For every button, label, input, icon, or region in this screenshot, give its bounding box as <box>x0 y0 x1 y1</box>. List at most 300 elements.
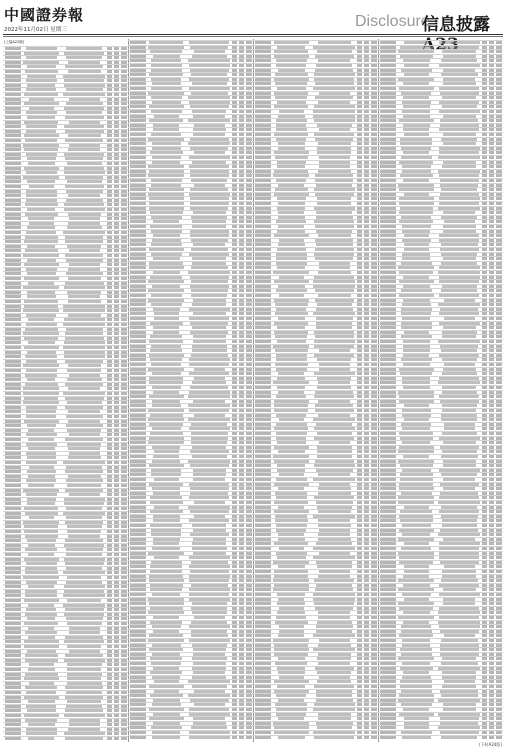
table-cell-text <box>482 575 487 578</box>
table-cell-text <box>190 170 229 173</box>
table-cell-text <box>255 644 271 647</box>
table-cell-text <box>482 96 487 99</box>
table-cell-text <box>64 498 105 501</box>
table-cell-text <box>371 423 377 426</box>
table-cell-text <box>496 552 502 555</box>
table-cell-text <box>107 663 112 666</box>
table-cell-text <box>27 456 56 459</box>
table-cell-text <box>364 133 369 136</box>
table-cell-text <box>130 726 146 729</box>
table-cell-text <box>130 147 146 150</box>
table-cell-text <box>246 588 252 591</box>
table-cell-text <box>121 636 127 639</box>
table-cell-text <box>496 639 502 642</box>
table-cell-text <box>232 464 237 467</box>
table-cell-text <box>149 354 184 357</box>
table-cell-text <box>192 524 226 527</box>
table-cell-text <box>439 197 480 200</box>
table-cell-text <box>357 216 362 219</box>
table-cell-text <box>371 515 377 518</box>
table-cell-text <box>400 473 433 476</box>
table-cell-text <box>371 611 377 614</box>
table-cell-text <box>380 717 396 720</box>
table-cell-text <box>232 391 237 394</box>
table-cell-text <box>150 225 182 228</box>
table-cell-text <box>239 473 244 476</box>
table-cell-text <box>121 378 127 381</box>
table-cell-text <box>318 524 351 527</box>
table-cell-text <box>380 667 396 670</box>
table-cell-text <box>380 377 396 380</box>
table-cell-text <box>67 668 101 671</box>
table-cell-text <box>255 653 271 656</box>
table-cell-text <box>114 245 119 248</box>
table-cell-text <box>315 409 354 412</box>
table-cell-text <box>489 317 494 320</box>
table-cell-text <box>496 271 502 274</box>
table-cell-text <box>246 506 252 509</box>
table-cell-text <box>364 331 369 334</box>
table-cell-text <box>316 322 352 325</box>
table-cell-text <box>496 423 502 426</box>
table-cell-text <box>496 312 502 315</box>
table-cell-text <box>65 562 104 565</box>
table-cell-text <box>5 420 21 423</box>
table-cell-text <box>107 369 112 372</box>
table-cell-text <box>107 93 112 96</box>
table-cell-text <box>318 492 351 495</box>
table-cell-text <box>107 447 112 450</box>
table-cell-text <box>239 110 244 113</box>
table-cell-text <box>364 579 369 582</box>
table-cell-text <box>114 231 119 234</box>
table-cell-text <box>130 96 146 99</box>
section-title-english: Disclosure <box>355 13 430 30</box>
table-cell-text <box>357 450 362 453</box>
table-cell-text <box>114 562 119 565</box>
table-cell-text <box>496 473 502 476</box>
table-cell-text <box>64 351 105 354</box>
table-cell-text <box>152 400 180 403</box>
table-cell-text <box>357 621 362 624</box>
table-cell-text <box>496 414 502 417</box>
table-cell-text <box>5 466 21 469</box>
table-cell-text <box>107 139 112 142</box>
table-cell-text <box>63 323 105 326</box>
table-cell-text <box>5 489 21 492</box>
table-cell-text <box>246 303 252 306</box>
table-cell-text <box>371 501 377 504</box>
table-cell-text <box>26 443 57 446</box>
table-cell-text <box>130 105 146 108</box>
table-cell-text <box>438 699 480 702</box>
table-cell-text <box>380 630 396 633</box>
table-cell-text <box>130 703 146 706</box>
table-cell-text <box>482 501 487 504</box>
table-cell-text <box>190 450 229 453</box>
table-cell-text <box>121 259 127 262</box>
table-cell-text <box>151 133 181 136</box>
table-cell-text <box>357 657 362 660</box>
table-cell-text <box>239 680 244 683</box>
table-cell-text <box>232 340 237 343</box>
table-cell-text <box>357 128 362 131</box>
table-cell-text <box>193 529 226 532</box>
table-cell-text <box>364 630 369 633</box>
table-cell-text <box>29 185 54 188</box>
table-cell-text <box>130 165 146 168</box>
table-cell-text <box>5 424 21 427</box>
table-cell-text <box>149 708 184 711</box>
table-cell-text <box>364 377 369 380</box>
table-cell-text <box>316 216 353 219</box>
table-cell-text <box>380 82 396 85</box>
table-cell-text <box>189 372 229 375</box>
table-cell-text <box>239 690 244 693</box>
table-cell-text <box>232 317 237 320</box>
table-cell-text <box>26 406 57 409</box>
table-cell-text <box>371 170 377 173</box>
table-cell-text <box>150 276 182 279</box>
table-cell-text <box>192 303 226 306</box>
table-cell-text <box>380 331 396 334</box>
table-cell-text <box>380 147 396 150</box>
table-cell-text <box>489 506 494 509</box>
table-cell-text <box>114 732 119 735</box>
table-cell-text <box>319 349 350 352</box>
table-cell-text <box>193 473 226 476</box>
table-cell-text <box>107 328 112 331</box>
table-cell-text <box>255 736 271 739</box>
table-cell-text <box>107 291 112 294</box>
table-cell-text <box>24 148 58 151</box>
table-cell-text <box>148 639 184 642</box>
table-cell-text <box>496 625 502 628</box>
table-cell-text <box>193 299 226 302</box>
table-cell-text <box>380 363 396 366</box>
table-cell-text <box>107 401 112 404</box>
table-cell-text <box>371 437 377 440</box>
table-cell-text <box>380 110 396 113</box>
table-cell-text <box>150 621 182 624</box>
table-cell-text <box>114 355 119 358</box>
table-cell-text <box>151 469 181 472</box>
table-cell-text <box>130 409 146 412</box>
table-cell-text <box>255 473 271 476</box>
table-cell-text <box>130 156 146 159</box>
table-cell-text <box>68 213 101 216</box>
table-cell-text <box>399 713 434 716</box>
table-cell-text <box>246 312 252 315</box>
table-cell-text <box>121 558 127 561</box>
table-cell-text <box>357 404 362 407</box>
table-cell-text <box>496 105 502 108</box>
table-cell-text <box>246 634 252 637</box>
table-cell-text <box>496 73 502 76</box>
table-cell-text <box>496 248 502 251</box>
table-cell-text <box>440 184 478 187</box>
table-cell-text <box>380 239 396 242</box>
table-cell-text <box>371 533 377 536</box>
table-cell-text <box>442 335 476 338</box>
table-cell-text <box>364 46 369 49</box>
table-cell-text <box>313 478 355 481</box>
table-cell-text <box>496 239 502 242</box>
table-cell-text <box>114 553 119 556</box>
table-cell-text <box>121 125 127 128</box>
table-cell-text <box>371 575 377 578</box>
table-cell-text <box>107 433 112 436</box>
table-cell-text <box>319 552 350 555</box>
table-cell-text <box>151 561 182 564</box>
table-cell-text <box>188 506 230 509</box>
table-cell-text <box>489 174 494 177</box>
table-cell-text <box>130 82 146 85</box>
table-cell-text <box>314 427 355 430</box>
table-cell-text <box>274 501 308 504</box>
table-cell-text <box>239 115 244 118</box>
table-cell-text <box>107 231 112 234</box>
table-cell-text <box>68 295 100 298</box>
table-cell-text <box>5 590 21 593</box>
table-cell-text <box>401 92 431 95</box>
table-cell-text <box>121 222 127 225</box>
table-cell-text <box>357 368 362 371</box>
table-cell-text <box>130 312 146 315</box>
table-cell-text <box>276 552 307 555</box>
table-cell-text <box>246 584 252 587</box>
table-cell-text <box>398 496 434 499</box>
table-cell-text <box>232 588 237 591</box>
table-cell-text <box>239 165 244 168</box>
table-cell-text <box>130 345 146 348</box>
table-cell-text <box>5 714 21 717</box>
table-cell-text <box>121 650 127 653</box>
table-cell-text <box>239 598 244 601</box>
table-cell-text <box>314 395 354 398</box>
table-cell-text <box>314 602 354 605</box>
table-cell-text <box>66 259 103 262</box>
table-cell-text <box>189 593 229 596</box>
table-cell-text <box>496 82 502 85</box>
table-cell-text <box>496 335 502 338</box>
table-cell-text <box>489 82 494 85</box>
table-cell-text <box>482 308 487 311</box>
table-cell-text <box>232 326 237 329</box>
table-cell-text <box>380 533 396 536</box>
table-cell-text <box>130 634 146 637</box>
table-cell-text <box>482 193 487 196</box>
table-cell-text <box>441 349 477 352</box>
table-cell-text <box>401 690 432 693</box>
table-cell-text <box>25 673 58 676</box>
table-cell-text <box>246 248 252 251</box>
table-cell-text <box>371 354 377 357</box>
table-cell-text <box>278 634 304 637</box>
table-cell-text <box>25 374 57 377</box>
table-cell-text <box>317 386 351 389</box>
table-cell-text <box>278 533 304 536</box>
table-cell-text <box>371 483 377 486</box>
table-cell-text <box>496 303 502 306</box>
table-cell-text <box>232 676 237 679</box>
table-cell-text <box>130 657 146 660</box>
table-cell-text <box>246 331 252 334</box>
table-cell-text <box>121 139 127 142</box>
table-cell-text <box>5 479 21 482</box>
table-cell-text <box>130 487 146 490</box>
table-cell-text <box>107 351 112 354</box>
table-cell-text <box>239 575 244 578</box>
table-cell-text <box>496 708 502 711</box>
table-cell-text <box>114 443 119 446</box>
table-cell-text <box>255 110 271 113</box>
table-cell-text <box>65 157 103 160</box>
table-cell-text <box>277 248 306 251</box>
table-cell-text <box>27 180 55 183</box>
table-cell-text <box>441 138 477 141</box>
table-cell-text <box>357 616 362 619</box>
table-cell-text <box>482 50 487 53</box>
table-cell-text <box>246 115 252 118</box>
table-cell-text <box>496 64 502 67</box>
table-cell-text <box>357 391 362 394</box>
table-cell-text <box>232 634 237 637</box>
table-cell-text <box>364 639 369 642</box>
table-cell-text <box>314 464 355 467</box>
table-cell-text <box>371 138 377 141</box>
table-cell-text <box>67 162 102 165</box>
table-cell-text <box>403 354 429 357</box>
table-cell-text <box>496 690 502 693</box>
table-cell-text <box>489 322 494 325</box>
table-cell-text <box>276 437 306 440</box>
table-cell-text <box>114 521 119 524</box>
table-cell-text <box>380 386 396 389</box>
table-cell-text <box>107 144 112 147</box>
table-cell-text <box>114 47 119 50</box>
table-cell-text <box>364 538 369 541</box>
table-cell-text <box>380 552 396 555</box>
table-cell-text <box>371 552 377 555</box>
table-cell-text <box>357 519 362 522</box>
table-cell-text <box>380 115 396 118</box>
table-cell-text <box>107 719 112 722</box>
table-cell-text <box>5 65 21 68</box>
table-cell-text <box>364 542 369 545</box>
table-cell-text <box>255 303 271 306</box>
table-cell-text <box>232 372 237 375</box>
table-cell-text <box>489 561 494 564</box>
table-cell-text <box>371 634 377 637</box>
table-cell-text <box>364 312 369 315</box>
table-cell-text <box>371 105 377 108</box>
table-cell-text <box>232 593 237 596</box>
table-cell-text <box>114 52 119 55</box>
table-cell-text <box>482 441 487 444</box>
table-cell-text <box>5 719 21 722</box>
table-cell-text <box>246 377 252 380</box>
table-cell-text <box>121 576 127 579</box>
table-cell-text <box>317 450 352 453</box>
table-cell-text <box>489 294 494 297</box>
table-cell-text <box>246 55 252 58</box>
table-cell-text <box>239 584 244 587</box>
table-cell-text <box>121 590 127 593</box>
table-cell-text <box>496 179 502 182</box>
table-cell-text <box>130 529 146 532</box>
table-cell-text <box>442 285 477 288</box>
table-cell-text <box>107 157 112 160</box>
table-cell-text <box>130 501 146 504</box>
table-cell-text <box>496 731 502 734</box>
table-cell-text <box>371 469 377 472</box>
table-cell-text <box>371 276 377 279</box>
table-cell-text <box>24 558 59 561</box>
table-cell-text <box>246 662 252 665</box>
table-cell-text <box>28 604 54 607</box>
table-cell-text <box>107 378 112 381</box>
table-cell-text <box>482 188 487 191</box>
table-cell-text <box>482 538 487 541</box>
table-cell-text <box>121 484 127 487</box>
table-cell-text <box>194 616 225 619</box>
table-cell-text <box>188 96 230 99</box>
table-cell-text <box>313 312 355 315</box>
table-cell-text <box>194 50 225 53</box>
table-cell-text <box>232 575 237 578</box>
table-cell-text <box>246 174 252 177</box>
table-cell-text <box>150 414 183 417</box>
table-cell-text <box>246 110 252 113</box>
table-cell-text <box>482 529 487 532</box>
table-cell-text <box>239 386 244 389</box>
table-cell-text <box>189 87 230 90</box>
table-cell-text <box>313 547 355 550</box>
table-cell-text <box>246 101 252 104</box>
table-cell-text <box>482 667 487 670</box>
table-cell-text <box>401 423 431 426</box>
table-cell-text <box>246 317 252 320</box>
table-cell-text <box>130 285 146 288</box>
table-cell-text <box>5 194 21 197</box>
table-cell-text <box>380 496 396 499</box>
table-cell-text <box>130 565 146 568</box>
table-cell-text <box>489 598 494 601</box>
table-cell-text <box>67 599 101 602</box>
table-cell-text <box>107 645 112 648</box>
table-cell-text <box>114 134 119 137</box>
table-cell-text <box>239 101 244 104</box>
table-cell-text <box>246 676 252 679</box>
table-cell-text <box>489 726 494 729</box>
table-cell-text <box>357 266 362 269</box>
table-cell-text <box>191 179 227 182</box>
table-cell-text <box>114 470 119 473</box>
table-cell-text <box>489 119 494 122</box>
table-cell-text <box>130 308 146 311</box>
table-cell-text <box>154 312 179 315</box>
table-cell-text <box>130 506 146 509</box>
table-cell-text <box>357 271 362 274</box>
table-cell-text <box>482 519 487 522</box>
table-cell-text <box>65 337 104 340</box>
table-cell-text <box>107 590 112 593</box>
table-cell-text <box>482 579 487 582</box>
table-cell-text <box>404 506 429 509</box>
table-cell-text <box>188 142 230 145</box>
table-cell-text <box>130 483 146 486</box>
